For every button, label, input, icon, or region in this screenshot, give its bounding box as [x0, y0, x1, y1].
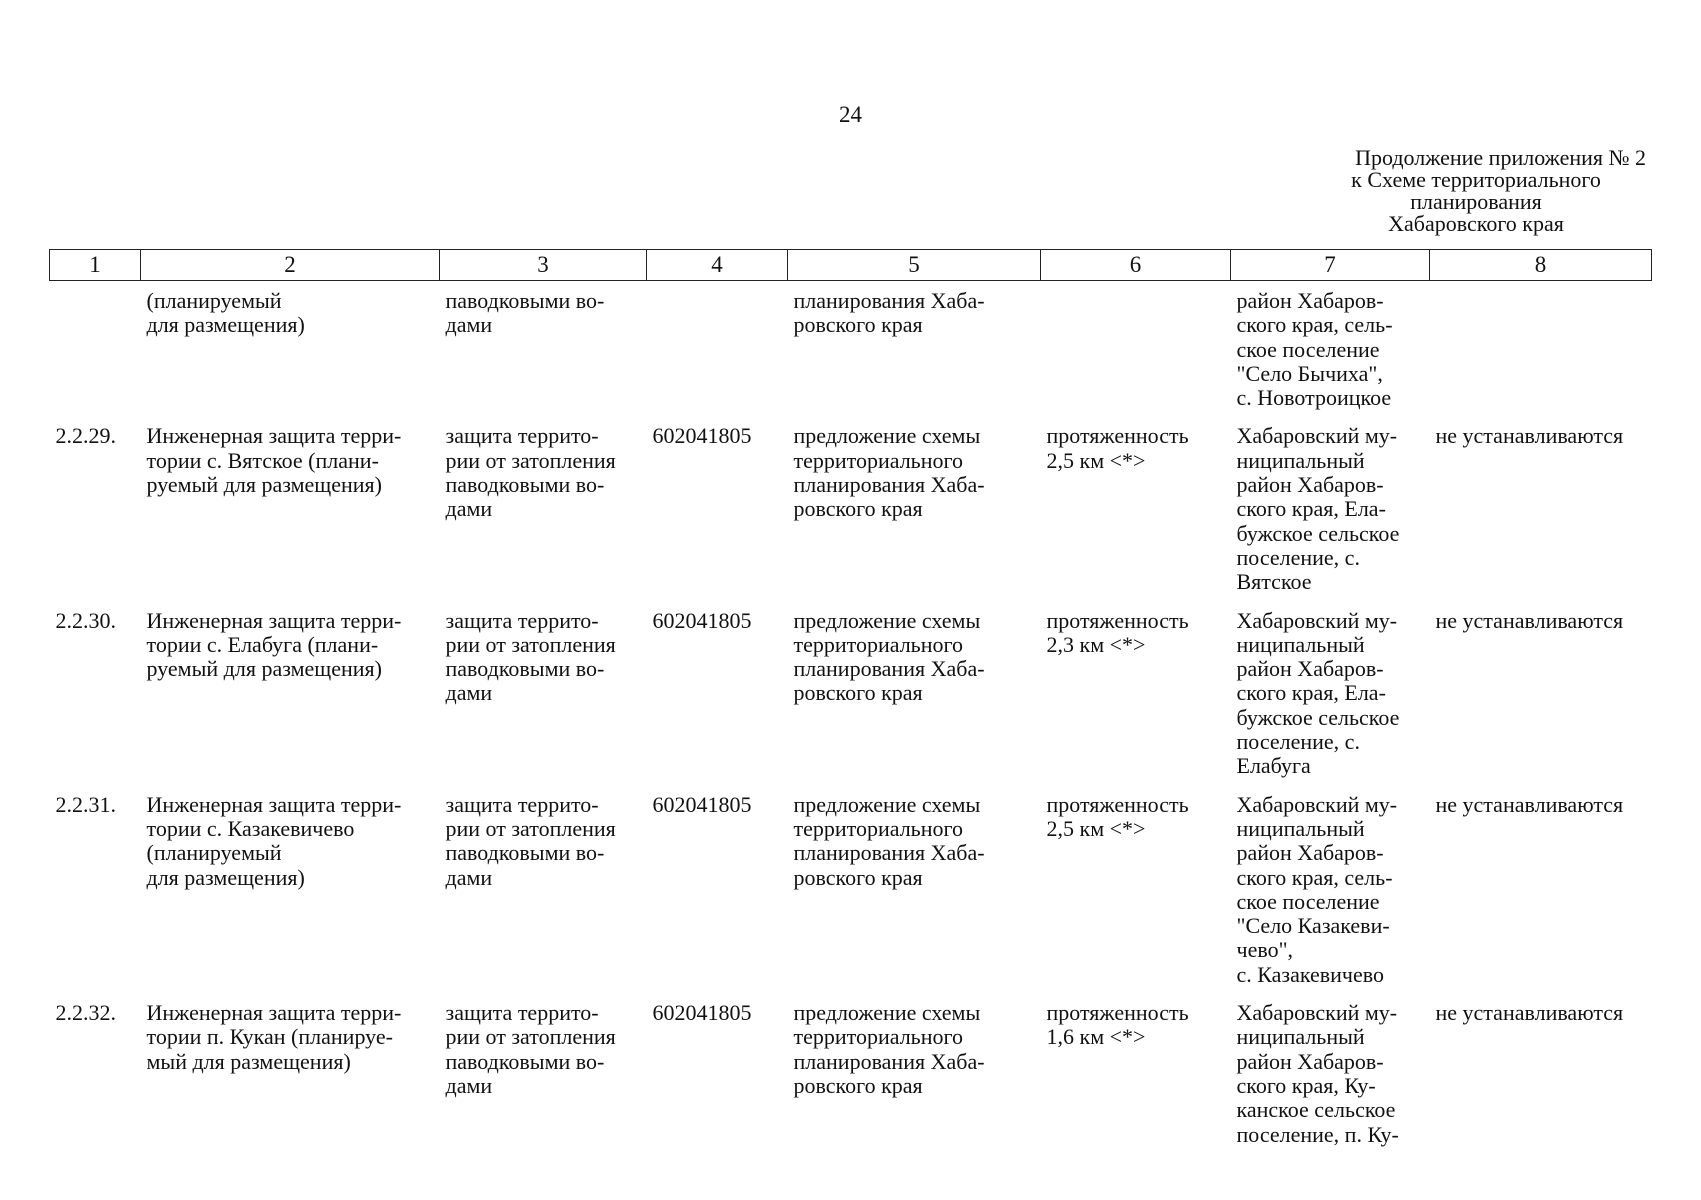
cell-text-line: рии от затопления — [445, 447, 616, 473]
cell-text-line: бужское сельское — [1236, 520, 1400, 546]
cell-text-line: планирования Хаба- — [793, 840, 985, 866]
table-cell-col-1 — [50, 779, 141, 987]
cell-text-line: 602041805 — [652, 607, 752, 633]
cell-text-line: дами — [445, 1072, 493, 1098]
cell-text-line: (планируемый — [146, 288, 282, 313]
column-header: 5 — [788, 250, 1041, 281]
cell-text-line: 2,3 км <*> — [1046, 631, 1146, 657]
cell-text-line: район Хабаров- — [1236, 288, 1384, 313]
cell-text-line: район Хабаров- — [1236, 472, 1384, 498]
cell-text-line: защита террито- — [445, 1000, 599, 1026]
table-cell-col-1 — [50, 595, 141, 779]
table-row — [50, 779, 1652, 987]
page-number: 24 — [839, 102, 862, 127]
table-cell-col-2 — [141, 410, 440, 594]
cell-text-line: бужское сельское — [1236, 704, 1400, 730]
cell-text-line: Хабаровский му- — [1236, 1000, 1398, 1026]
table-cell-col-3 — [440, 410, 647, 594]
table-cell-col-8 — [1430, 987, 1652, 1147]
cell-text-line: дами — [445, 496, 493, 522]
table-row — [50, 987, 1652, 1147]
table-cell-col-1 — [50, 410, 141, 594]
cell-text-line: планирования Хаба- — [793, 288, 985, 313]
cell-text-line: протяженность — [1046, 791, 1189, 817]
table-cell-col-8 — [1430, 410, 1652, 594]
table-cell-col-4 — [647, 987, 788, 1147]
cell-text-line: паводковыми во- — [445, 840, 605, 866]
table-cell-col-5 — [788, 281, 1041, 411]
cell-text-line: предложение схемы — [793, 423, 981, 449]
cell-text-line: Инженерная защита терри- — [146, 791, 402, 817]
cell-text-line: рии от затопления — [445, 1024, 616, 1050]
table-cell-col-7 — [1231, 410, 1430, 594]
table-cell-col-4 — [647, 281, 788, 411]
cell-text-line: тории с. Казакевичево — [146, 815, 355, 841]
table-cell-col-3 — [440, 779, 647, 987]
table-cell-col-5 — [788, 779, 1041, 987]
appendix-header — [1306, 147, 1646, 235]
cell-text-line: 2,5 км <*> — [1046, 447, 1146, 473]
cell-text-line: руемый для размещения) — [146, 472, 382, 498]
cell-text-line: Хабаровский му- — [1236, 607, 1398, 633]
cell-text-line: ское поселение — [1236, 888, 1380, 914]
cell-text-line: не устанавливаются — [1435, 607, 1624, 633]
cell-text-line: Елабуга — [1236, 753, 1311, 779]
table-cell-col-5 — [788, 595, 1041, 779]
cell-text-line: планирования Хаба- — [793, 472, 985, 498]
table-cell-col-2 — [141, 987, 440, 1147]
cell-text-line: дами — [445, 864, 493, 890]
cell-text-line: тории п. Кукан (планируе- — [146, 1024, 393, 1050]
cell-text-line: предложение схемы — [793, 607, 981, 633]
column-header: 2 — [141, 250, 440, 281]
cell-text-line: 602041805 — [652, 791, 752, 817]
cell-text-line: район Хабаров- — [1236, 1048, 1384, 1074]
cell-text-line: 2,5 км <*> — [1046, 815, 1146, 841]
cell-text-line: территориального — [793, 447, 963, 473]
cell-text-line: 2.2.31. — [55, 791, 116, 817]
column-header: 6 — [1041, 250, 1231, 281]
cell-text-line: предложение схемы — [793, 1000, 981, 1026]
cell-text-line: планирования Хаба- — [793, 1048, 985, 1074]
cell-text-line: ниципальный — [1236, 631, 1365, 657]
cell-text-line: канское сельское — [1236, 1097, 1396, 1123]
cell-text-line: ровского края — [793, 1072, 923, 1098]
data-table — [49, 249, 1652, 1147]
cell-text-line: ниципальный — [1236, 1024, 1365, 1050]
cell-text-line: ниципальный — [1236, 447, 1365, 473]
cell-text-line: Хабаровский му- — [1236, 423, 1398, 449]
table-row — [50, 410, 1652, 594]
table-body — [50, 281, 1652, 1147]
cell-text-line: 2.2.30. — [55, 607, 116, 633]
cell-text-line: 1,6 км <*> — [1046, 1024, 1146, 1050]
column-header: 8 — [1430, 250, 1652, 281]
cell-text-line: ровского края — [793, 312, 923, 338]
table-cell-col-3 — [440, 987, 647, 1147]
table-cell-col-7 — [1231, 987, 1430, 1147]
cell-text-line: Инженерная защита терри- — [146, 1000, 402, 1026]
cell-text-line: тории с. Елабуга (плани- — [146, 631, 379, 657]
column-header: 7 — [1231, 250, 1430, 281]
cell-text-line: для размещения) — [146, 312, 305, 338]
cell-text-line: территориального — [793, 1024, 963, 1050]
cell-text-line: территориального — [793, 815, 963, 841]
table-cell-col-6 — [1041, 779, 1231, 987]
cell-text-line: рии от затопления — [445, 815, 616, 841]
cell-text-line: ское поселение — [1236, 336, 1380, 362]
table-row — [50, 281, 1652, 411]
cell-text-line: защита террито- — [445, 791, 599, 817]
cell-text-line: ровского края — [793, 864, 923, 890]
cell-text-line: Хабаровский му- — [1236, 791, 1398, 817]
cell-text-line: Вятское — [1236, 569, 1312, 595]
table-cell-col-1 — [50, 281, 141, 411]
table-cell-col-7 — [1231, 779, 1430, 987]
appendix-header-line: к Схеме территориального — [1351, 167, 1601, 192]
cell-text-line: "Село Бычиха", — [1236, 360, 1383, 386]
table-cell-col-8 — [1430, 281, 1652, 411]
cell-text-line: протяженность — [1046, 1000, 1189, 1026]
table-cell-col-4 — [647, 410, 788, 594]
cell-text-line: район Хабаров- — [1236, 840, 1384, 866]
cell-text-line: тории с. Вятское (плани- — [146, 447, 379, 473]
cell-text-line: паводковыми во- — [445, 656, 605, 682]
table-header-row — [50, 250, 1652, 281]
cell-text-line: не устанавливаются — [1435, 423, 1624, 449]
appendix-header-line: Хабаровского края — [1388, 211, 1564, 236]
cell-text-line: не устанавливаются — [1435, 791, 1624, 817]
cell-text-line: чево", — [1236, 937, 1294, 963]
cell-text-line: предложение схемы — [793, 791, 981, 817]
cell-text-line: рии от затопления — [445, 631, 616, 657]
table-cell-col-2 — [141, 281, 440, 411]
cell-text-line: территориального — [793, 631, 963, 657]
table-cell-col-5 — [788, 987, 1041, 1147]
table-cell-col-6 — [1041, 595, 1231, 779]
cell-text-line: защита террито- — [445, 607, 599, 633]
cell-text-line: ского края, сель- — [1236, 312, 1393, 338]
table-cell-col-8 — [1430, 779, 1652, 987]
table-cell-col-8 — [1430, 595, 1652, 779]
table-cell-col-2 — [141, 595, 440, 779]
table-row — [50, 595, 1652, 779]
cell-text-line: дами — [445, 680, 493, 706]
cell-text-line: паводковыми во- — [445, 472, 605, 498]
cell-text-line: ского края, Ела- — [1236, 680, 1386, 706]
column-header: 1 — [50, 250, 141, 281]
cell-text-line: ского края, Ку- — [1236, 1072, 1376, 1098]
cell-text-line: ровского края — [793, 496, 923, 522]
table-cell-col-4 — [647, 779, 788, 987]
appendix-header-line: планирования — [1410, 189, 1542, 214]
table-cell-col-3 — [440, 281, 647, 411]
cell-text-line: ского края, Ела- — [1236, 496, 1386, 522]
table-cell-col-6 — [1041, 987, 1231, 1147]
column-header: 4 — [647, 250, 788, 281]
cell-text-line: планирования Хаба- — [793, 656, 985, 682]
table-cell-col-1 — [50, 987, 141, 1147]
cell-text-line: мый для размещения) — [146, 1048, 351, 1074]
table-cell-col-2 — [141, 779, 440, 987]
cell-text-line: руемый для размещения) — [146, 656, 382, 682]
table-cell-col-7 — [1231, 595, 1430, 779]
cell-text-line: Инженерная защита терри- — [146, 607, 402, 633]
cell-text-line: протяженность — [1046, 607, 1189, 633]
cell-text-line: 602041805 — [652, 423, 752, 449]
table-cell-col-4 — [647, 595, 788, 779]
cell-text-line: ровского края — [793, 680, 923, 706]
table-cell-col-5 — [788, 410, 1041, 594]
cell-text-line: 2.2.32. — [55, 1000, 116, 1026]
table-cell-col-6 — [1041, 410, 1231, 594]
cell-text-line: поселение, п. Ку- — [1236, 1121, 1399, 1147]
cell-text-line: защита террито- — [445, 423, 599, 449]
cell-text-line: 602041805 — [652, 1000, 752, 1026]
cell-text-line: паводковыми во- — [445, 1048, 605, 1074]
cell-text-line: паводковыми во- — [445, 288, 605, 313]
cell-text-line: для размещения) — [146, 864, 305, 890]
cell-text-line: не устанавливаются — [1435, 1000, 1624, 1026]
table-cell-col-7 — [1231, 281, 1430, 411]
cell-text-line: Инженерная защита терри- — [146, 423, 402, 449]
cell-text-line: 2.2.29. — [55, 423, 116, 449]
cell-text-line: (планируемый — [146, 840, 282, 866]
cell-text-line: дами — [445, 312, 493, 338]
cell-text-line: "Село Казакеви- — [1236, 913, 1390, 939]
cell-text-line: район Хабаров- — [1236, 656, 1384, 682]
cell-text-line: с. Казакевичево — [1236, 961, 1385, 987]
cell-text-line: протяженность — [1046, 423, 1189, 449]
table-cell-col-3 — [440, 595, 647, 779]
cell-text-line: ниципальный — [1236, 815, 1365, 841]
cell-text-line: ского края, сель- — [1236, 864, 1393, 890]
appendix-header-line: Продолжение приложения № 2 — [1355, 145, 1646, 170]
cell-text-line: поселение, с. — [1236, 544, 1360, 570]
table-cell-col-6 — [1041, 281, 1231, 411]
column-header: 3 — [440, 250, 647, 281]
cell-text-line: поселение, с. — [1236, 729, 1360, 755]
cell-text-line: с. Новотроицкое — [1236, 385, 1392, 411]
